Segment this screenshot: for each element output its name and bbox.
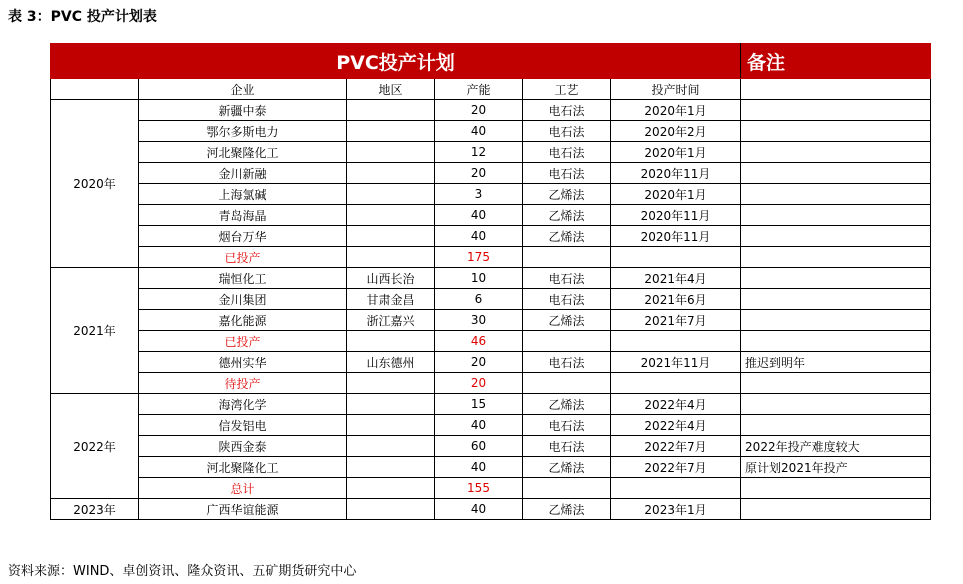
cell-capacity: 40	[435, 415, 523, 436]
column-header-note	[741, 79, 931, 100]
cell-note	[741, 331, 931, 352]
column-header-region: 地区	[347, 79, 435, 100]
cell-region	[347, 163, 435, 184]
cell-process: 乙烯法	[523, 310, 611, 331]
cell-capacity: 155	[435, 478, 523, 499]
cell-region	[347, 478, 435, 499]
cell-process: 电石法	[523, 289, 611, 310]
cell-company: 嘉化能源	[139, 310, 347, 331]
cell-capacity: 40	[435, 499, 523, 520]
cell-region: 山东德州	[347, 352, 435, 373]
cell-time: 2022年4月	[611, 394, 741, 415]
cell-note	[741, 205, 931, 226]
cell-time	[611, 373, 741, 394]
cell-company: 金川集团	[139, 289, 347, 310]
cell-process	[523, 331, 611, 352]
cell-time: 2021年4月	[611, 268, 741, 289]
cell-note	[741, 499, 931, 520]
cell-company: 河北聚隆化工	[139, 142, 347, 163]
cell-capacity: 40	[435, 226, 523, 247]
table-row	[51, 142, 931, 163]
table-row	[51, 394, 931, 415]
cell-time	[611, 478, 741, 499]
cell-note	[741, 373, 931, 394]
cell-region	[347, 121, 435, 142]
cell-capacity: 40	[435, 457, 523, 478]
cell-company: 金川新融	[139, 163, 347, 184]
table-row	[51, 457, 931, 478]
column-header-row	[51, 79, 931, 100]
cell-region	[347, 394, 435, 415]
cell-note	[741, 310, 931, 331]
source-note: 资料来源：WIND、卓创资讯、隆众资讯、五矿期货研究中心	[8, 564, 357, 579]
cell-capacity: 6	[435, 289, 523, 310]
cell-note	[741, 247, 931, 268]
cell-capacity: 12	[435, 142, 523, 163]
cell-capacity: 3	[435, 184, 523, 205]
year-cell: 2021年	[51, 268, 139, 394]
table-row	[51, 436, 931, 457]
cell-process: 乙烯法	[523, 457, 611, 478]
table-row	[51, 499, 931, 520]
cell-note: 原计划2021年投产	[741, 457, 931, 478]
cell-process: 乙烯法	[523, 205, 611, 226]
cell-region	[347, 331, 435, 352]
cell-note	[741, 142, 931, 163]
cell-process: 电石法	[523, 268, 611, 289]
table-title: PVC投产计划	[51, 44, 741, 79]
cell-capacity: 30	[435, 310, 523, 331]
pvc-plan-table	[50, 43, 931, 520]
cell-time: 2021年11月	[611, 352, 741, 373]
cell-note	[741, 478, 931, 499]
cell-capacity: 60	[435, 436, 523, 457]
table-row	[51, 184, 931, 205]
table-row	[51, 310, 931, 331]
cell-capacity: 20	[435, 163, 523, 184]
year-cell: 2023年	[51, 499, 139, 520]
cell-time: 2020年2月	[611, 121, 741, 142]
table-row	[51, 478, 931, 499]
cell-process	[523, 478, 611, 499]
cell-process: 乙烯法	[523, 394, 611, 415]
cell-note	[741, 100, 931, 121]
cell-time: 2020年11月	[611, 226, 741, 247]
cell-company: 广西华谊能源	[139, 499, 347, 520]
table-row	[51, 226, 931, 247]
cell-region	[347, 184, 435, 205]
year-column-header	[51, 79, 139, 100]
cell-company: 已投产	[139, 247, 347, 268]
table-caption: 表 3：PVC 投产计划表	[8, 9, 157, 25]
table-row	[51, 415, 931, 436]
cell-note	[741, 184, 931, 205]
cell-capacity: 10	[435, 268, 523, 289]
cell-note	[741, 163, 931, 184]
cell-process: 电石法	[523, 436, 611, 457]
cell-company: 德州实华	[139, 352, 347, 373]
cell-note: 2022年投产难度较大	[741, 436, 931, 457]
cell-note	[741, 268, 931, 289]
cell-capacity: 20	[435, 100, 523, 121]
cell-note	[741, 121, 931, 142]
year-cell: 2020年	[51, 100, 139, 268]
cell-capacity: 175	[435, 247, 523, 268]
cell-time: 2021年7月	[611, 310, 741, 331]
cell-company: 新疆中泰	[139, 100, 347, 121]
cell-note: 推迟到明年	[741, 352, 931, 373]
cell-time: 2021年6月	[611, 289, 741, 310]
column-header-capacity: 产能	[435, 79, 523, 100]
cell-region	[347, 436, 435, 457]
cell-region	[347, 373, 435, 394]
cell-company: 烟台万华	[139, 226, 347, 247]
table-row	[51, 247, 931, 268]
cell-company: 待投产	[139, 373, 347, 394]
note-header: 备注	[741, 44, 931, 79]
cell-note	[741, 226, 931, 247]
cell-process: 乙烯法	[523, 499, 611, 520]
cell-capacity: 46	[435, 331, 523, 352]
cell-company: 陕西金泰	[139, 436, 347, 457]
cell-company: 总计	[139, 478, 347, 499]
cell-region	[347, 247, 435, 268]
cell-time	[611, 331, 741, 352]
cell-region	[347, 142, 435, 163]
cell-process: 乙烯法	[523, 226, 611, 247]
cell-region	[347, 499, 435, 520]
cell-region	[347, 205, 435, 226]
table-row	[51, 205, 931, 226]
cell-process: 电石法	[523, 100, 611, 121]
cell-note	[741, 394, 931, 415]
cell-time: 2023年1月	[611, 499, 741, 520]
table-row	[51, 289, 931, 310]
cell-note	[741, 289, 931, 310]
cell-time: 2020年11月	[611, 163, 741, 184]
cell-process: 乙烯法	[523, 184, 611, 205]
cell-process: 电石法	[523, 142, 611, 163]
table-row	[51, 373, 931, 394]
cell-note	[741, 415, 931, 436]
cell-time: 2020年1月	[611, 142, 741, 163]
cell-time: 2020年1月	[611, 100, 741, 121]
cell-region: 山西长治	[347, 268, 435, 289]
cell-process	[523, 373, 611, 394]
cell-company: 河北聚隆化工	[139, 457, 347, 478]
cell-region	[347, 457, 435, 478]
cell-process: 电石法	[523, 415, 611, 436]
table-header-row	[51, 44, 931, 79]
cell-capacity: 20	[435, 352, 523, 373]
cell-capacity: 15	[435, 394, 523, 415]
table-row	[51, 268, 931, 289]
cell-process: 电石法	[523, 352, 611, 373]
cell-time: 2020年11月	[611, 205, 741, 226]
cell-time: 2020年1月	[611, 184, 741, 205]
cell-process: 电石法	[523, 121, 611, 142]
cell-region	[347, 226, 435, 247]
cell-process: 电石法	[523, 163, 611, 184]
cell-company: 信发铝电	[139, 415, 347, 436]
cell-process	[523, 247, 611, 268]
cell-region: 浙江嘉兴	[347, 310, 435, 331]
cell-company: 已投产	[139, 331, 347, 352]
column-header-company: 企业	[139, 79, 347, 100]
cell-capacity: 40	[435, 121, 523, 142]
cell-time: 2022年7月	[611, 436, 741, 457]
cell-capacity: 40	[435, 205, 523, 226]
table-row	[51, 352, 931, 373]
cell-time: 2022年4月	[611, 415, 741, 436]
cell-company: 海湾化学	[139, 394, 347, 415]
table-row	[51, 331, 931, 352]
column-header-process: 工艺	[523, 79, 611, 100]
cell-company: 上海氯碱	[139, 184, 347, 205]
table-row	[51, 163, 931, 184]
table-row	[51, 100, 931, 121]
table-row	[51, 121, 931, 142]
cell-capacity: 20	[435, 373, 523, 394]
cell-time	[611, 247, 741, 268]
year-cell: 2022年	[51, 394, 139, 499]
cell-time: 2022年7月	[611, 457, 741, 478]
column-header-time: 投产时间	[611, 79, 741, 100]
cell-region	[347, 100, 435, 121]
cell-region	[347, 415, 435, 436]
cell-company: 青岛海晶	[139, 205, 347, 226]
cell-region: 甘肃金昌	[347, 289, 435, 310]
cell-company: 鄂尔多斯电力	[139, 121, 347, 142]
cell-company: 瑞恒化工	[139, 268, 347, 289]
